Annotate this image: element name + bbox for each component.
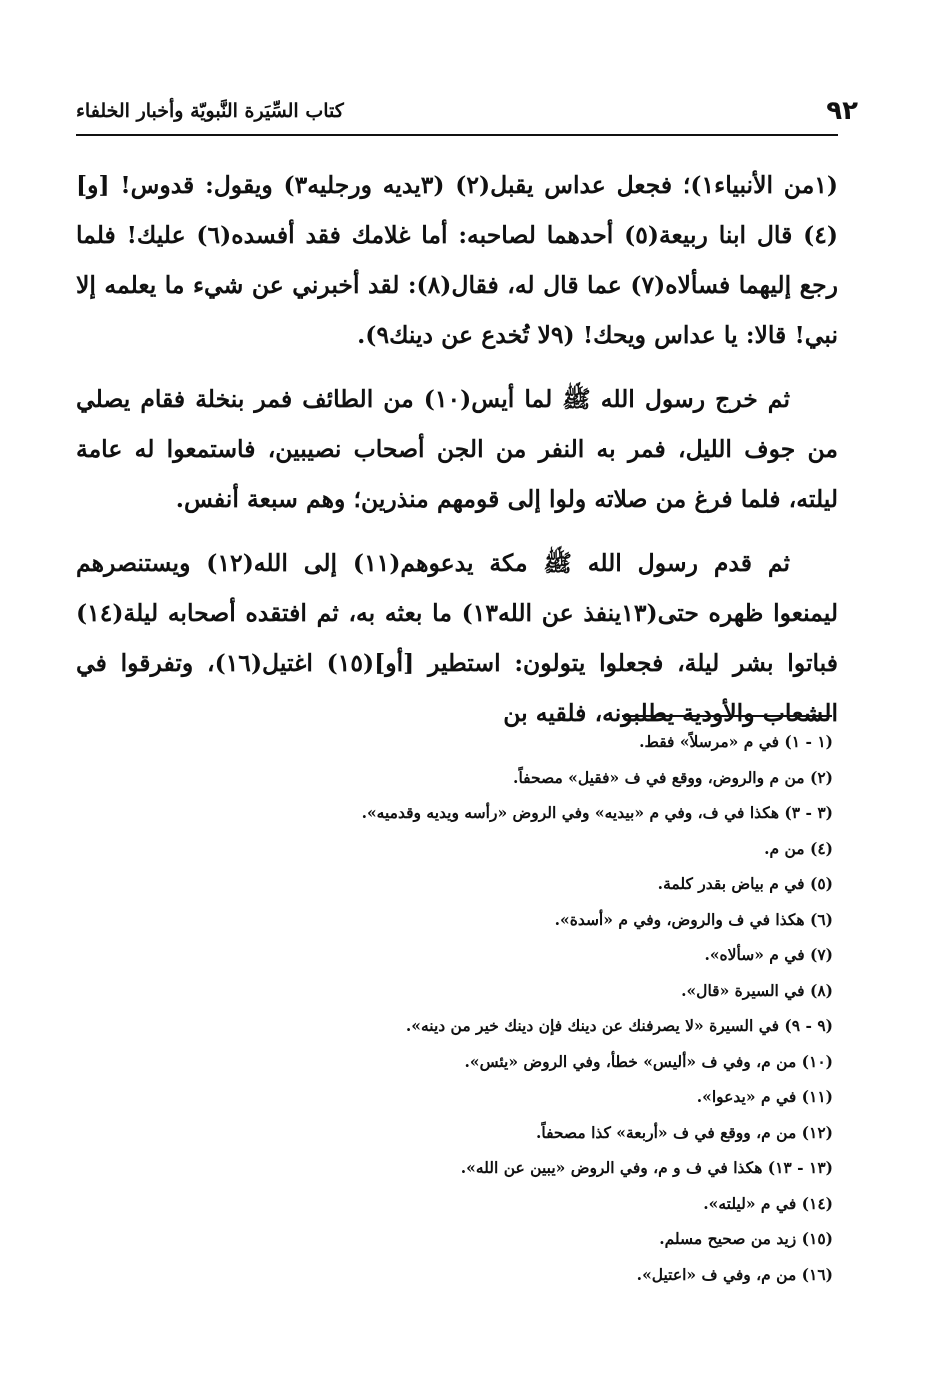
footnote-11: (١١) في م «يدعوا». [696, 1087, 833, 1106]
page-header [76, 92, 858, 132]
footnote-4: (٤) من م. [764, 838, 833, 858]
footnote-3: (٣ - ٣) هكذا في ف، وفي م «بيديه» وفي الروض «رأسه ويديه وقدميه». [361, 803, 833, 822]
footnote-9: (٩ - ٩) في السيرة «لا يصرفنك عن دينك فإن دينك خير من دينه». [405, 1016, 833, 1035]
main-text [76, 160, 838, 738]
paragraph-2: ثم خرج رسول الله ﷺ لما أيس(١٠) من الطائف فمر بنخلة فقام يصلي من جوف الليل، فمر به النفر من الجن أصحاب نصيبين، فاستمعوا له عامة ليلته، فلما فرغ من صلاته ولوا إلى قومهم منذرين؛ وهم سبعة أنفس. [76, 385, 838, 513]
running-title: كتاب السِّيَرة النَّبويّة وأخبار الخلفاء [76, 100, 344, 122]
footnote-rule [622, 715, 832, 717]
footnote-8: (٨) في السيرة «قال». [681, 980, 833, 1000]
footnote-16: (١٦) من م، وفي ف «اعتيل». [636, 1264, 833, 1284]
footnote-14: (١٤) في م «ليلته». [703, 1193, 833, 1213]
footnote-2: (٢) من م والروض، ووقع في ف «فقيل» مصحفاً. [513, 767, 833, 787]
footnote-6: (٦) هكذا في ف والروض، وفي م «أسدة». [554, 909, 833, 929]
footnote-15: (١٥) زيد من صحيح مسلم. [659, 1229, 833, 1248]
footnotes-list [76, 724, 833, 1292]
footnote-13: (١٣ - ١٣) هكذا في ف و م، وفي الروض «يبين عن الله». [460, 1158, 833, 1177]
footnote-10: (١٠) من م، وفي ف «أليس» خطأ، وفي الروض «يئس». [464, 1051, 833, 1071]
footnote-7: (٧) في م «سألاه». [704, 945, 833, 964]
footnote-1: (١ - ١) في م «مرسلاً» فقط. [639, 732, 833, 751]
paragraph-3: ثم قدم رسول الله ﷺ مكة يدعوهم(١١) إلى الله(١٢) ويستنصرهم ليمنعوا ظهره حتى(١٣ينفذ عن الله١٣) ما بعثه به، ثم افتقده أصحابه ليلة(١٤) فباتوا بشر ليلة، فجعلوا يتولون: استطير [أو](١٥) اغتيل(١٦)، وتفرقوا في الشعاب والأودية يطلبونه، فلقيه بن [76, 549, 839, 727]
footnote-5: (٥) في م بياض بقدر كلمة. [657, 874, 833, 893]
footnote-12: (١٢) من م، ووقع في ف «أربعة» كذا مصحفاً. [535, 1122, 833, 1142]
paragraph-1: (١من الأنبياء١)؛ فجعل عداس يقبل(٢) (٣يديه ورجليه٣) ويقول: قدوس! [و](٤) قال ابنا ربيعة(٥) أحدهما لصاحبه: أما غلامك فقد أفسده(٦) عليك! فلما رجع إليهما فسألاه(٧) عما قال له، فقال(٨): لقد أخبرني عن شيء ما يعلمه إلا نبي! قالا: يا عداس ويحك! (٩لا تُخدع عن دينك٩). [76, 171, 839, 349]
header-rule [76, 134, 838, 136]
page-number: ٩٢ [826, 96, 858, 126]
